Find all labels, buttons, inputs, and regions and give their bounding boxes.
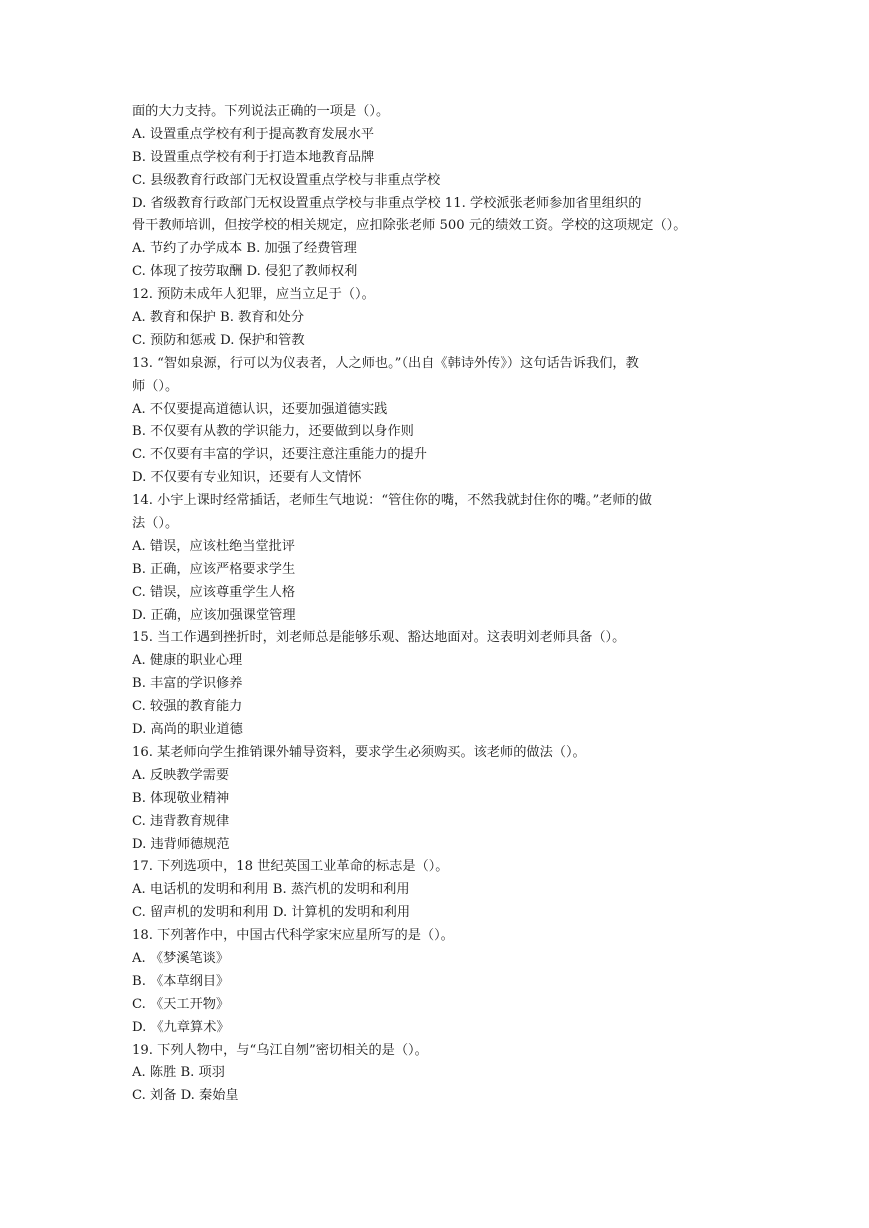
- option-line: D. 省级教育行政部门无权设置重点学校与非重点学校 11. 学校派张老师参加省里组织的: [132, 195, 642, 211]
- question-line: 17. 下列选项中，18 世纪英国工业革命的标志是（）。: [132, 859, 449, 875]
- text-line: 面的大力支持。下列说法正确的一项是（）。: [132, 104, 390, 119]
- option-line: A. 错误，应该杜绝当堂批评: [132, 538, 295, 554]
- option-line: D. 高尚的职业道德: [132, 722, 243, 738]
- option-line: C. 预防和惩戒 D. 保护和管教: [132, 332, 305, 348]
- option-line: D. 不仅要有专业知识，还要有人文情怀: [132, 470, 362, 486]
- option-line: A. 教育和保护 B. 教育和处分: [132, 310, 305, 326]
- question-line: 15. 当工作遇到挫折时，刘老师总是能够乐观、豁达地面对。这表明刘老师具备（）。: [132, 630, 626, 646]
- option-line: D. 正确，应该加强课堂管理: [132, 607, 296, 623]
- option-line: A. 节约了办学成本 B. 加强了经费管理: [132, 241, 357, 257]
- option-line: C. 错误，应该尊重学生人格: [132, 584, 296, 600]
- option-line: A. 不仅要提高道德认识，还要加强道德实践: [132, 401, 388, 417]
- option-line: B. 《本草纲目》: [132, 973, 230, 989]
- question-line: 12. 预防未成年人犯罪，应当立足于（）。: [132, 287, 375, 303]
- option-line: C. 县级教育行政部门无权设置重点学校与非重点学校: [132, 172, 441, 188]
- option-line: A. 设置重点学校有利于提高教育发展水平: [132, 126, 375, 142]
- option-line: B. 设置重点学校有利于打造本地教育品牌: [132, 149, 375, 165]
- document-page: [132, 101, 744, 1108]
- option-line: C. 不仅要有丰富的学识，还要注意注重能力的提升: [132, 447, 427, 463]
- option-line: C. 体现了按劳取酬 D. 侵犯了教师权利: [132, 264, 358, 280]
- option-line: A. 反映教学需要: [132, 767, 230, 783]
- option-line: A. 《梦溪笔谈》: [132, 950, 230, 966]
- question-line: 骨干教师培训，但按学校的相关规定，应扣除张老师 500 元的绩效工资。学校的这项规定（）。: [132, 218, 687, 234]
- question-line: 法（）。: [132, 516, 179, 532]
- option-line: A. 陈胜 B. 项羽: [132, 1065, 225, 1081]
- option-line: A. 健康的职业心理: [132, 653, 243, 669]
- question-line: 16. 某老师向学生推销课外辅导资料，要求学生必须购买。该老师的做法（）。: [132, 744, 586, 760]
- option-line: D. 《九章算术》: [132, 1019, 230, 1035]
- question-line: 19. 下列人物中，与“乌江自刎”密切相关的是（）。: [132, 1042, 428, 1058]
- option-line: C. 违背教育规律: [132, 813, 230, 829]
- option-line: B. 不仅要有从教的学识能力，还要做到以身作则: [132, 424, 414, 440]
- option-line: B. 体现敬业精神: [132, 790, 230, 806]
- question-line: 师（）。: [132, 378, 179, 394]
- option-line: C. 刘备 D. 秦始皇: [132, 1088, 239, 1104]
- question-line: 18. 下列著作中，中国古代科学家宋应星所写的是（）。: [132, 928, 454, 944]
- option-line: B. 正确，应该严格要求学生: [132, 561, 296, 577]
- option-line: D. 违背师德规范: [132, 836, 230, 852]
- question-line: 14. 小宇上课时经常插话，老师生气地说：“管住你的嘴，不然我就封住你的嘴。”老师的做: [132, 493, 652, 509]
- question-line: 13. “智如泉源，行可以为仪表者，人之师也。”（出自《韩诗外传》）这句话告诉我们，教: [132, 355, 639, 371]
- option-line: A. 电话机的发明和利用 B. 蒸汽机的发明和利用: [132, 882, 410, 898]
- option-line: C. 留声机的发明和利用 D. 计算机的发明和利用: [132, 905, 411, 921]
- option-line: B. 丰富的学识修养: [132, 676, 243, 692]
- option-line: C. 《天工开物》: [132, 996, 230, 1012]
- option-line: C. 较强的教育能力: [132, 699, 243, 715]
